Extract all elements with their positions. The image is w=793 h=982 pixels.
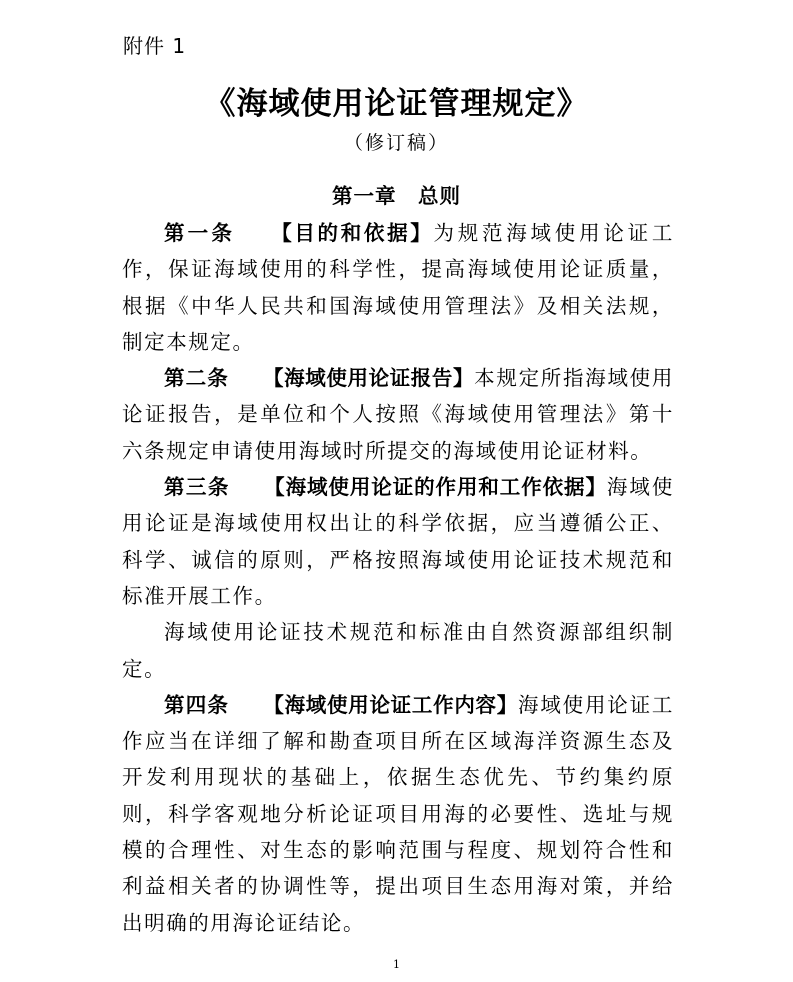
article-3-number: 第三条 (164, 475, 230, 500)
article-3 (122, 469, 674, 614)
article-1-number: 第一条 (164, 221, 236, 245)
article-2-heading: 【海域使用论证报告】 (262, 366, 475, 391)
attachment-label: 附件 1 (123, 34, 187, 58)
document-title: 《海域使用论证管理规定》 (204, 86, 589, 122)
document-subtitle: （修订稿） (343, 132, 449, 154)
article-4-text: 海域使用论证工作应当在详细了解和勘查项目所在区域海洋资源生态及开发利用现状的基础上，依据生态优先、节约集约原则，科学客观地分析论证项目用海的必要性、选址与规模的合理性、对生态的影响范围与程度、规划符合性和利益相关者的协调性等，提出项目生态用海对策，并给出明确的用海论证结论。 (122, 692, 675, 935)
article-4-heading: 【海域使用论证工作内容】 (263, 692, 518, 717)
chapter-heading: 第一章 总则 (332, 184, 461, 208)
article-2-number: 第二条 (164, 366, 229, 391)
article-4 (122, 687, 674, 941)
article-3-text: 海域使用论证是海域使用权出让的科学依据，应当遵循公正、科学、诚信的原则，严格按照海域使用论证技术规范和标准开展工作。 (122, 475, 675, 608)
page-number: 1 (393, 958, 400, 971)
standalone-paragraph: 海域使用论证技术规范和标准由自然资源部组织制定。 (122, 620, 674, 681)
article-1 (122, 215, 674, 360)
document-body (122, 215, 674, 941)
article-4-number: 第四条 (164, 692, 230, 717)
article-1-text: 为规范海域使用论证工作，保证海域使用的科学性，提高海域使用论证质量，根据《中华人民共和国海域使用管理法》及相关法规，制定本规定。 (122, 221, 675, 354)
article-2-text: 本规定所指海域使用论证报告，是单位和个人按照《海域使用管理法》第十六条规定申请使用海域时所提交的海域使用论证材料。 (122, 366, 674, 463)
article-1-heading: 【目的和依据】 (269, 221, 434, 245)
article-3-heading: 【海域使用论证的作用和工作依据】 (263, 475, 607, 500)
article-2 (122, 360, 674, 469)
